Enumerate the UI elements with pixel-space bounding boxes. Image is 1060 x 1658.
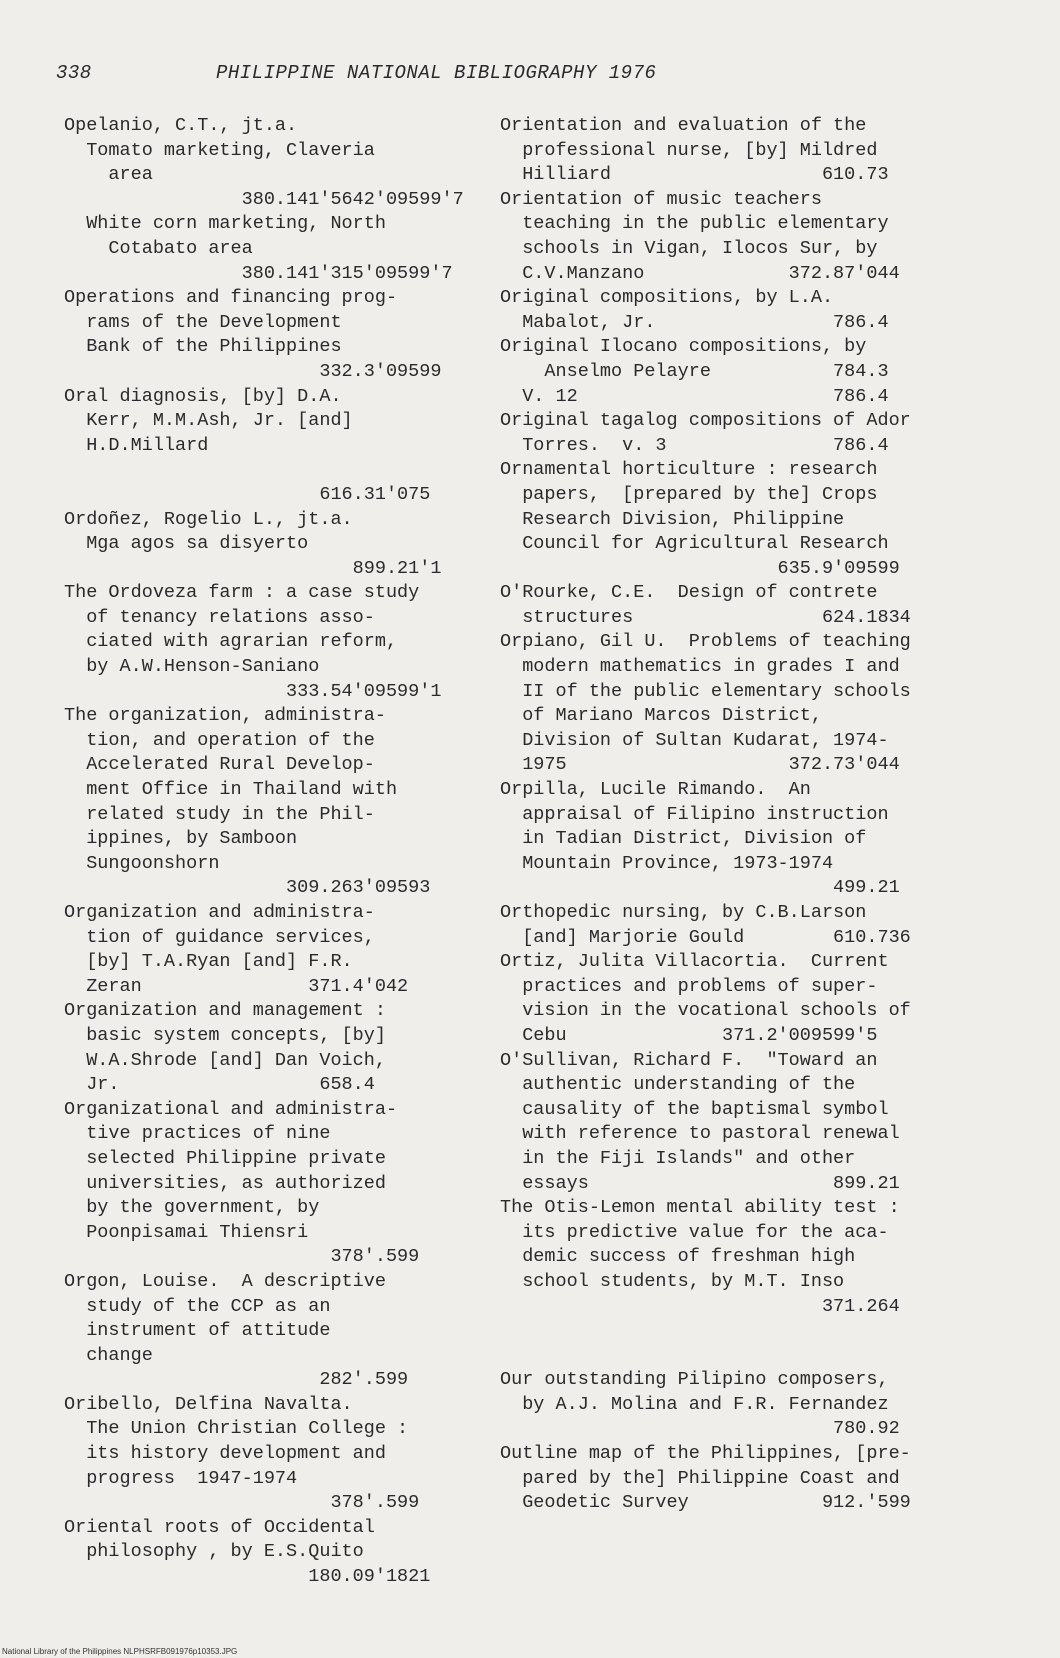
bibliography-entry [64,901,444,999]
entry-line: Research Division, Philippine [500,508,845,530]
entry-line: professional nurse, [by] Mildred [500,139,878,161]
entry-line: related study in the Phil- [64,803,375,825]
entry-line: 780.92 [500,1418,900,1440]
entry-line: essays 899.21 [500,1172,900,1194]
bibliography-entry [500,335,970,409]
bibliography-entry [500,409,970,458]
entry-line: in the Fiji Islands" and other [500,1147,856,1169]
entry-line: The Union Christian College : [64,1418,409,1440]
entry-line: Torres. v. 3 786.4 [500,434,889,456]
entry-line: Poonpisamai Thiensri [64,1221,309,1243]
entry-line: [by] T.A.Ryan [and] F.R. [64,951,353,973]
entry-line: The organization, administra- [64,705,386,727]
entry-line: authentic understanding of the [500,1074,856,1096]
page-number: 338 [56,62,92,84]
bibliography-entry [64,999,444,1097]
bibliography-entry [64,385,444,508]
bibliography-entry [500,1368,970,1442]
entry-line: by A.J. Molina and F.R. Fernandez [500,1393,889,1415]
bibliography-entry [500,901,970,950]
entry-line: vision in the vocational schools of [500,1000,911,1022]
entry-line [500,1344,970,1369]
entry-line: Orientation and evaluation of the [500,115,867,136]
entry-line: area [64,164,153,186]
entry-line: Bank of the Philippines [64,336,342,358]
entry-line: school students, by M.T. Inso [500,1270,845,1292]
entry-line: by A.W.Henson-Saniano [64,656,320,678]
entry-line: Outline map of the Philippines, [pre- [500,1443,911,1465]
bibliography-entry [64,1098,444,1270]
entry-line: Ornamental horticulture : research [500,459,878,481]
entry-line: Cotabato area [64,237,253,259]
entry-line: 332.3'09599 [64,360,442,382]
entry-line: 180.09'1821 [64,1566,431,1588]
bibliography-entry [500,581,970,630]
entry-line: Oriental roots of Occidental [64,1516,375,1538]
bibliography-entry [500,1196,970,1368]
bibliography-entry [64,704,444,901]
entry-line: 1975 372.73'044 [500,754,900,776]
entry-line: Orpilla, Lucile Rimando. An [500,779,811,801]
entry-line: Mga agos sa disyerto [64,533,309,555]
entry-line: Oral diagnosis, [by] D.A. [64,385,342,407]
entry-line: 309.263'09593 [64,877,431,899]
entry-line: appraisal of Filipino instruction [500,803,889,825]
entry-line: The Ordoveza farm : a case study [64,582,420,604]
bibliography-entry [500,114,970,188]
entry-line: 380.141'315'09599'7 [64,262,453,284]
bibliography-entry [500,778,970,901]
entry-line: practices and problems of super- [500,975,878,997]
entry-line: [and] Marjorie Gould 610.736 [500,926,911,948]
entry-line: Organizational and administra- [64,1098,398,1120]
entry-line: Ordoñez, Rogelio L., jt.a. [64,508,353,530]
entry-line: W.A.Shrode [and] Dan Voich, [64,1049,386,1071]
entry-line: ment Office in Thailand with [64,779,398,801]
entry-line: 371.264 [500,1295,900,1317]
entry-line: progress 1947-1974 [64,1467,298,1489]
entry-line: White corn marketing, North [64,213,386,235]
entry-line: philosophy , by E.S.Quito [64,1541,364,1563]
entry-line: pared by the] Philippine Coast and [500,1467,900,1489]
entry-line: selected Philippine private [64,1147,386,1169]
entry-line: O'Rourke, C.E. Design of contrete [500,582,878,604]
bibliography-entry [64,1270,444,1393]
entry-line: H.D.Millard [64,434,209,456]
entry-line: by the government, by [64,1197,320,1219]
entry-line: instrument of attitude [64,1320,331,1342]
entry-line: tion of guidance services, [64,926,375,948]
entry-line [64,458,444,483]
page-header [56,62,656,84]
entry-line: of Mariano Marcos District, [500,705,822,727]
page-title: PHILIPPINE NATIONAL BIBLIOGRAPHY 1976 [216,62,657,84]
bibliography-entry [64,1516,444,1590]
bibliography-entry [500,1049,970,1197]
entry-line: ciated with agrarian reform, [64,631,398,653]
entry-line: study of the CCP as an [64,1295,331,1317]
entry-line: ippines, by Samboon [64,828,298,850]
bibliography-entry [64,581,444,704]
entry-line: Accelerated Rural Develop- [64,754,375,776]
entry-line: 333.54'09599'1 [64,680,442,702]
entry-line: Original tagalog compositions of Ador [500,410,911,432]
entry-line: 616.31'075 [64,483,431,505]
bibliography-entry [64,1393,444,1516]
bibliography-entry [64,286,444,384]
entry-line: with reference to pastoral renewal [500,1123,900,1145]
entry-line: Operations and financing prog- [64,287,398,309]
entry-line: 378'.599 [64,1492,420,1514]
entry-line: modern mathematics in grades I and [500,656,900,678]
entry-line: in Tadian District, Division of [500,828,867,850]
entry-line: tive practices of nine [64,1123,331,1145]
entry-line: Zeran 371.4'042 [64,975,409,997]
entry-line: Council for Agricultural Research [500,533,889,555]
entry-line: Organization and administra- [64,902,375,923]
entry-line: 380.141'5642'09599'7 [64,188,464,210]
entry-line: causality of the baptismal symbol [500,1098,889,1120]
entry-line: Our outstanding Pilipino composers, [500,1369,889,1391]
entry-line [500,1319,970,1344]
bibliography-entry [64,508,444,582]
bibliography-entry [500,950,970,1048]
entry-line: Orientation of music teachers [500,188,822,210]
entry-line: 499.21 [500,877,900,899]
entry-line: demic success of freshman high [500,1246,856,1268]
entry-line: The Otis-Lemon mental ability test : [500,1197,900,1219]
entry-line: C.V.Manzano 372.87'044 [500,262,900,284]
entry-line: Anselmo Pelayre 784.3 [500,360,889,382]
bibliography-entry [500,188,970,286]
entry-line: Ortiz, Julita Villacortia. Current [500,951,889,973]
scan-footer: National Library of the Philippines NLPHSRFB091976p10353.JPG [2,1647,238,1656]
bibliography-entry [500,630,970,778]
entry-line: II of the public elementary schools [500,680,911,702]
left-column [64,114,464,1590]
entry-line: 282'.599 [64,1369,409,1391]
entry-line: Original compositions, by L.A. [500,287,834,309]
entry-line: tion, and operation of the [64,729,375,751]
bibliography-entry [500,286,970,335]
entry-line: rams of the Development [64,311,342,333]
entry-line: its history development and [64,1443,386,1465]
entry-line: Orpiano, Gil U. Problems of teaching [500,631,911,653]
entry-line: of tenancy relations asso- [64,606,375,628]
entry-line: structures 624.1834 [500,606,911,628]
bibliography-entry [64,114,464,286]
entry-line: Hilliard 610.73 [500,164,889,186]
entry-line: Mabalot, Jr. 786.4 [500,311,889,333]
entry-line: Jr. 658.4 [64,1074,375,1096]
entry-line: Opelanio, C.T., jt.a. [64,115,298,136]
entry-line: Kerr, M.M.Ash, Jr. [and] [64,410,353,432]
entry-line: Division of Sultan Kudarat, 1974- [500,729,889,751]
entry-line: change [64,1344,153,1366]
entry-line: Tomato marketing, Claveria [64,139,375,161]
entry-line: Orgon, Louise. A descriptive [64,1270,386,1292]
entry-line: schools in Vigan, Ilocos Sur, by [500,237,878,259]
entry-line: Geodetic Survey 912.'599 [500,1492,911,1514]
bibliography-entry [500,458,970,581]
entry-line: O'Sullivan, Richard F. "Toward an [500,1049,878,1071]
right-column [500,114,970,1516]
entry-line: universities, as authorized [64,1172,386,1194]
entry-line: Organization and management : [64,1000,386,1022]
bibliography-entry [500,1442,970,1516]
entry-line: Oribello, Delfina Navalta. [64,1393,353,1415]
entry-line: papers, [prepared by the] Crops [500,483,878,505]
entry-line: Original Ilocano compositions, by [500,336,867,358]
entry-line: Cebu 371.2'009599'5 [500,1024,878,1046]
entry-line: teaching in the public elementary [500,213,889,235]
entry-line: its predictive value for the aca- [500,1221,889,1243]
entry-line: Mountain Province, 1973-1974 [500,852,834,874]
entry-line: 899.21'1 [64,557,442,579]
entry-line: basic system concepts, [by] [64,1024,386,1046]
entry-line: Orthopedic nursing, by C.B.Larson [500,902,867,923]
entry-line: 635.9'09599 [500,557,900,579]
entry-line: Sungoonshorn [64,852,220,874]
entry-line: 378'.599 [64,1246,420,1268]
entry-line: V. 12 786.4 [500,385,889,407]
